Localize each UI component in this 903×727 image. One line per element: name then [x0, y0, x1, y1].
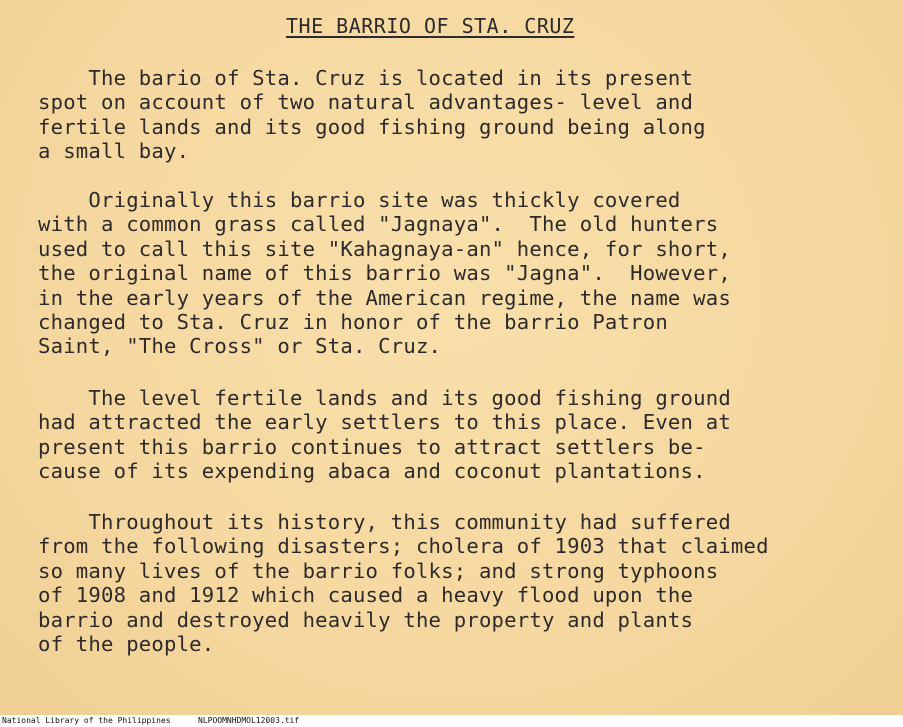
paragraph-line: used to call this site "Kahagnaya-an" hence, for short,	[38, 236, 731, 261]
paragraph-3	[38, 386, 888, 484]
paragraph-1	[38, 66, 888, 164]
paragraph-line: Throughout its history, this community had suffered	[38, 510, 731, 534]
paragraph-line: of 1908 and 1912 which caused a heavy flood upon the	[38, 583, 694, 608]
paragraph-line: barrio and destroyed heavily the property and plants	[38, 607, 694, 632]
scan-footer	[0, 715, 903, 727]
paragraph-line: with a common grass called "Jagnaya". The old hunters	[38, 212, 719, 237]
paragraph-line: Saint, "The Cross" or Sta. Cruz.	[38, 334, 442, 359]
paragraph-line: present this barrio continues to attract settlers be-	[38, 434, 706, 459]
library-credit: National Library of the Philippines	[2, 716, 171, 725]
paragraph-line: of the people.	[38, 632, 215, 657]
paragraph-line: The bario of Sta. Cruz is located in its present	[38, 66, 694, 90]
paragraph-line: so many lives of the barrio folks; and strong typhoons	[38, 558, 719, 583]
paragraph-line: a small bay.	[38, 139, 190, 164]
paragraph-line: changed to Sta. Cruz in honor of the barrio Patron	[38, 310, 668, 335]
paragraph-line: The level fertile lands and its good fishing ground	[38, 386, 731, 410]
document-title: THE BARRIO OF STA. CRUZ	[286, 14, 575, 38]
paragraph-line: spot on account of two natural advantages- level and	[38, 90, 694, 115]
paragraph-line: Originally this barrio site was thickly covered	[38, 188, 681, 212]
paragraph-4	[38, 510, 888, 656]
paragraph-2	[38, 188, 888, 359]
paragraph-line: from the following disasters; cholera of 1903 that claimed	[38, 534, 769, 559]
paragraph-line: the original name of this barrio was "Jagna". However,	[38, 261, 731, 286]
paragraph-line: cause of its expending abaca and coconut plantations.	[38, 459, 706, 484]
paragraph-line: in the early years of the American regime, the name was	[38, 285, 731, 310]
paragraph-line: fertile lands and its good fishing ground being along	[38, 114, 706, 139]
paragraph-line: had attracted the early settlers to this place. Even at	[38, 410, 731, 435]
scan-filename: NLPOOMNHDMOL12003.tif	[198, 716, 300, 725]
